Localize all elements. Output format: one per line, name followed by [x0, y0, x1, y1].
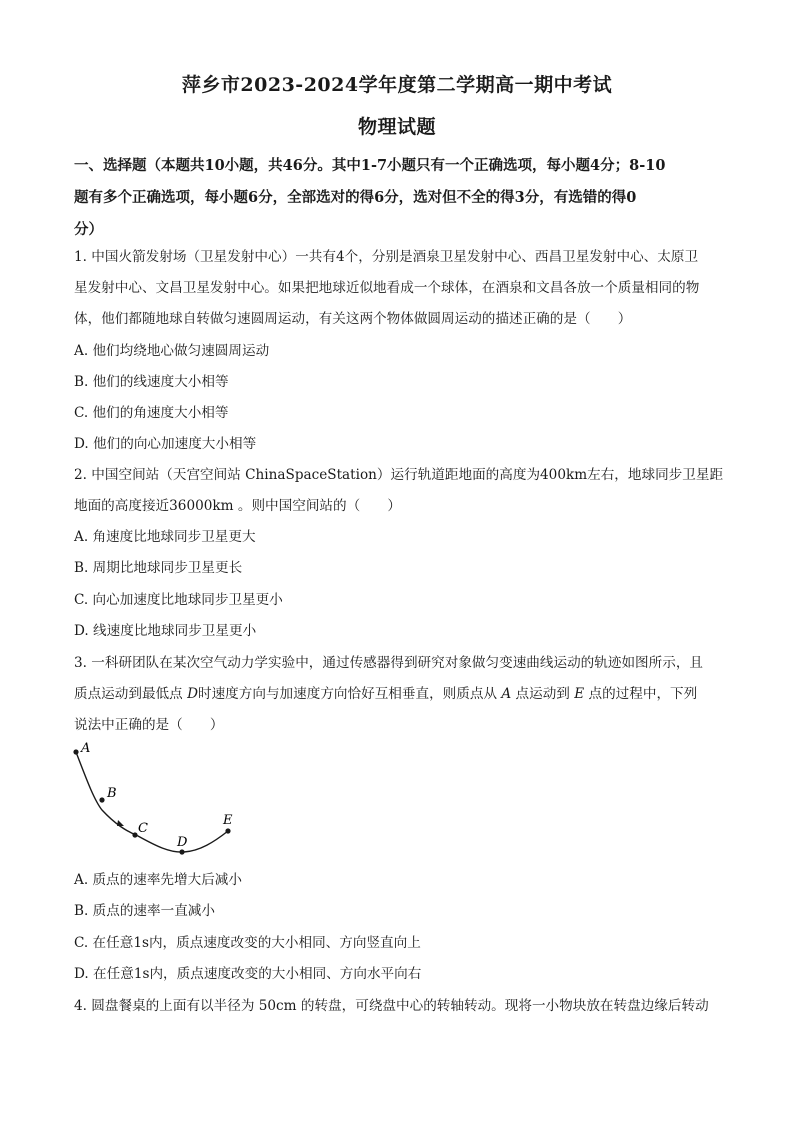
q3-line-2-part-b: 时速度方向与加速度方向恰好互相垂直，则质点从 [197, 686, 502, 702]
q1-option-d: D. 他们的向心加速度大小相等 [74, 436, 257, 452]
label-b: B [107, 786, 117, 801]
q3-line-2-part-a: 质点运动到最低点 [74, 686, 188, 702]
point-d-ref: D [187, 686, 198, 702]
exam-subtitle: 物理试题 [357, 116, 436, 138]
point-a-dot [73, 749, 78, 754]
q2-option-a: A. 角速度比地球同步卫星更大 [74, 529, 256, 545]
q3-line-2-part-e: 点的过程中，下列 [584, 686, 698, 702]
q3-line-1: 3. 一科研团队在某次空气动力学实验中，通过传感器得到研究对象做匀变速曲线运动的轨迹如图所示，且 [74, 655, 704, 671]
q1-line-3: 体，他们都随地球自转做匀速圆周运动，有关这两个物体做圆周运动的描述正确的是（ ） [74, 311, 632, 327]
label-c: C [138, 821, 148, 836]
q1-option-c: C. 他们的角速度大小相等 [74, 405, 229, 421]
section-line-1: 一、选择题（本题共10小题，共46分。其中1-7小题只有一个正确选项，每小题4分；8-10 [74, 157, 666, 174]
q1-option-b: B. 他们的线速度大小相等 [74, 374, 229, 390]
label-a: A [81, 741, 91, 756]
label-e: E [223, 813, 233, 828]
point-d-dot [179, 849, 184, 854]
q2-option-c: C. 向心加速度比地球同步卫星更小 [74, 592, 283, 608]
point-e-dot [225, 828, 230, 833]
point-e-ref: E [574, 686, 585, 702]
q2-line-1: 2. 中国空间站（天宫空间站 ChinaSpaceStation）运行轨道距地面的高度为400km左右，地球同步卫星距 [74, 467, 724, 483]
q1-line-1: 1. 中国火箭发射场（卫星发射中心）一共有4个，分别是酒泉卫星发射中心、西昌卫星发射中心、太原卫 [74, 249, 699, 265]
q3-option-c: C. 在任意1s内，质点速度改变的大小相同、方向竖直向上 [74, 935, 421, 951]
q4-line-1: 4. 圆盘餐桌的上面有以半径为 50cm 的转盘，可绕盘中心的转轴转动。现将一小物块放在转盘边缘后转动 [74, 998, 709, 1014]
section-line-2: 题有多个正确选项，每小题6分，全部选对的得6分，选对但不全的得3分，有选错的得0 [74, 189, 637, 206]
direction-arrow-icon [117, 820, 124, 826]
q1-line-2: 星发射中心、文昌卫星发射中心。如果把地球近似地看成一个球体，在酒泉和文昌各放一个质量相同的物 [74, 280, 700, 296]
q3-line-2-part-c: 点运动到 [511, 686, 575, 702]
point-b-dot [99, 797, 104, 802]
section-header [74, 150, 724, 246]
q3-option-b: B. 质点的速率一直减小 [74, 903, 215, 919]
exam-title: 萍乡市2023-2024学年度第二学期高一期中考试 [181, 74, 613, 96]
section-line-3: 分） [74, 221, 103, 238]
q2-option-b: B. 周期比地球同步卫星更长 [74, 560, 243, 576]
q2-option-d: D. 线速度比地球同步卫星更小 [74, 623, 257, 639]
q3-line-3: 说法中正确的是（ ） [74, 717, 224, 733]
point-c-dot [132, 832, 137, 837]
label-d: D [177, 835, 188, 850]
q3-option-a: A. 质点的速率先增大后减小 [74, 872, 242, 888]
point-a-ref: A [501, 686, 512, 702]
q3-line-2 [74, 682, 724, 702]
trajectory-figure [60, 738, 260, 866]
q3-option-d: D. 在任意1s内，质点速度改变的大小相同、方向水平向右 [74, 966, 422, 982]
q2-line-2: 地面的高度接近36000km 。则中国空间站的（ ） [74, 498, 401, 514]
q1-option-a: A. 他们均绕地心做匀速圆周运动 [74, 343, 270, 359]
trajectory-curve [76, 752, 228, 852]
